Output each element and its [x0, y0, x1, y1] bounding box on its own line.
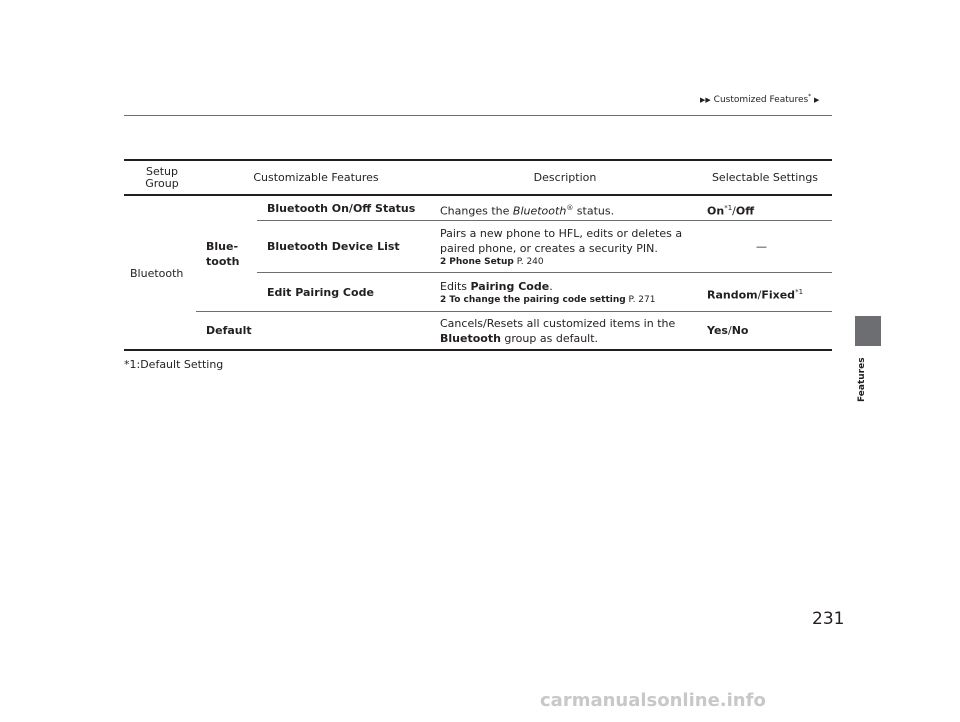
row-divider — [196, 311, 257, 312]
setting-fixed: Fixed — [761, 288, 796, 302]
desc-text: group as default. — [500, 332, 599, 345]
setting-no: No — [731, 324, 749, 337]
reference-title: Phone Setup — [449, 257, 514, 267]
breadcrumb — [700, 93, 819, 105]
triangle-right-icon: ▶▶ — [700, 96, 711, 104]
footnote: *1:Default Setting — [124, 358, 224, 371]
feature-bluetooth-onoff: Bluetooth On/Off Status — [267, 202, 416, 215]
breadcrumb-sup: * — [808, 93, 812, 100]
reference-page: P. 271 — [625, 295, 656, 305]
feature-pairing-code: Edit Pairing Code — [267, 286, 374, 299]
setting-off: Off — [735, 204, 755, 218]
desc-bold: Bluetooth — [440, 332, 501, 345]
desc-bold: Pairing Code — [470, 280, 550, 293]
breadcrumb-title: Customized Features — [713, 95, 809, 105]
side-tab-label: Features — [857, 357, 867, 402]
desc-reg: ® — [566, 204, 574, 212]
setting-bluetooth-onoff — [707, 201, 754, 219]
subgroup-bluetooth: Blue- tooth — [206, 240, 240, 268]
cross-reference — [440, 294, 690, 307]
group-bluetooth: Bluetooth — [130, 267, 184, 280]
setting-random: Random — [707, 288, 758, 302]
table-top-rule — [124, 159, 832, 161]
triangle-right-icon: ▶ — [814, 96, 820, 104]
reference-title: To change the pairing code setting — [449, 295, 626, 305]
reference-page: P. 240 — [513, 257, 544, 267]
desc-text: . — [549, 280, 553, 293]
col-header-description: Description — [533, 171, 597, 184]
col-header-features: Customizable Features — [253, 171, 379, 184]
setting-on: On — [707, 204, 725, 218]
setting-sep: / — [732, 204, 736, 218]
desc-text: status. — [573, 204, 615, 218]
desc-italic: Bluetooth — [512, 204, 567, 218]
cross-reference — [440, 256, 685, 269]
setting-sep: / — [727, 324, 732, 337]
col-header-setup-group: Setup Group — [145, 165, 179, 190]
watermark: carmanualsonline.info — [540, 690, 766, 711]
footnote-ref: *1 — [795, 288, 804, 296]
setting-device-list: — — [756, 240, 767, 253]
setting-sep: / — [757, 288, 762, 302]
page-number: 231 — [812, 609, 845, 629]
setting-default — [707, 323, 748, 338]
desc-default — [440, 316, 690, 346]
desc-pairing-code — [440, 279, 690, 307]
desc-text: Edits — [440, 280, 471, 293]
desc-text: Cancels/Resets all customized items in the — [440, 317, 676, 330]
row-divider — [257, 311, 832, 312]
col-header-settings: Selectable Settings — [711, 171, 819, 184]
row-divider — [257, 220, 832, 221]
feature-device-list: Bluetooth Device List — [267, 240, 400, 253]
feature-default: Default — [206, 324, 252, 337]
desc-text: Pairs a new phone to HFL, edits or deletes a paired phone, or creates a security PIN. — [440, 227, 683, 255]
reference-arrow-icon: 2 — [440, 257, 447, 267]
row-divider — [257, 272, 832, 273]
table-header-rule — [124, 194, 832, 196]
reference-arrow-icon: 2 — [440, 295, 447, 305]
desc-bluetooth-onoff — [440, 201, 614, 219]
desc-device-list — [440, 226, 685, 269]
setting-yes: Yes — [707, 324, 728, 337]
top-divider — [124, 115, 832, 116]
desc-text: Changes the — [440, 204, 513, 218]
table-bottom-rule — [124, 349, 832, 351]
setting-pairing-code — [707, 285, 803, 303]
footnote-ref: *1 — [724, 204, 733, 212]
